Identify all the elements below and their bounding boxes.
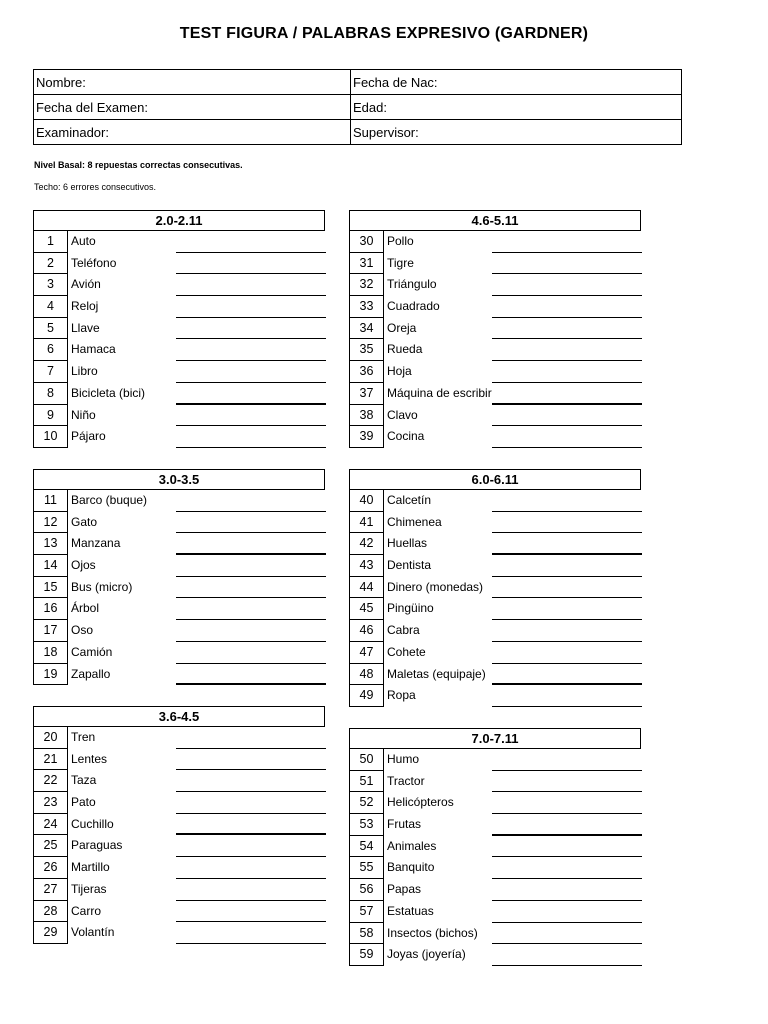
item-number: 20 (33, 727, 68, 749)
item-word: Tractor (387, 773, 425, 788)
item-word: Lentes (71, 751, 108, 766)
item-number: 14 (33, 555, 68, 577)
item-number: 3 (33, 274, 68, 296)
answer-line[interactable] (492, 965, 642, 966)
nombre-field[interactable]: Nombre: (34, 70, 351, 95)
item-word: Pájaro (71, 429, 106, 444)
item-word: Banquito (387, 860, 435, 875)
item-number: 9 (33, 405, 68, 427)
word-item (349, 361, 682, 383)
item-word: Martillo (71, 860, 110, 875)
age-range-header: 2.0-2.11 (33, 210, 325, 231)
item-number: 21 (33, 749, 68, 771)
item-number: 56 (349, 879, 384, 901)
word-item (349, 901, 682, 923)
item-word: Cohete (387, 644, 426, 659)
item-word: Hoja (387, 364, 412, 379)
item-word: Niño (71, 407, 96, 422)
answer-line[interactable] (492, 447, 642, 448)
item-word: Carro (71, 903, 102, 918)
item-number: 15 (33, 577, 68, 599)
answer-line[interactable] (176, 683, 326, 685)
word-item (349, 814, 682, 836)
item-number: 19 (33, 664, 68, 686)
word-item (33, 490, 366, 512)
word-item (349, 490, 682, 512)
item-number: 38 (349, 405, 384, 427)
word-item (33, 296, 366, 318)
item-word: Oreja (387, 320, 417, 335)
item-number: 23 (33, 792, 68, 814)
item-word: Taza (71, 773, 97, 788)
word-item (33, 533, 366, 555)
item-number: 42 (349, 533, 384, 555)
item-number: 34 (349, 318, 384, 340)
item-number: 53 (349, 814, 384, 836)
section-4-6-5-11 (349, 210, 682, 448)
age-range-header: 6.0-6.11 (349, 469, 641, 490)
item-number: 4 (33, 296, 68, 318)
item-number: 12 (33, 512, 68, 534)
word-item (33, 274, 366, 296)
word-item (349, 274, 682, 296)
item-word: Huellas (387, 536, 428, 551)
item-word: Humo (387, 752, 420, 766)
item-word: Manzana (71, 536, 121, 551)
item-word: Reloj (71, 299, 99, 314)
item-number: 45 (349, 598, 384, 620)
word-item (349, 512, 682, 534)
item-word: Máquina de escribir (387, 385, 492, 400)
word-item (349, 944, 682, 966)
word-item (33, 922, 366, 944)
item-number: 10 (33, 426, 68, 448)
word-item (33, 620, 366, 642)
item-word: Insectos (bichos) (387, 925, 478, 940)
section-3-0-3-5 (33, 469, 366, 685)
item-word: Hamaca (71, 342, 116, 357)
item-number: 41 (349, 512, 384, 534)
item-word: Volantín (71, 925, 115, 940)
word-item (349, 792, 682, 814)
item-number: 8 (33, 383, 68, 405)
item-number: 49 (349, 685, 384, 707)
fecha-examen-field[interactable]: Fecha del Examen: (34, 95, 351, 120)
item-word: Ojos (71, 558, 96, 573)
basal-note: Nivel Basal: 8 repuestas correctas consecutivas. (34, 160, 243, 170)
word-item (33, 512, 366, 534)
word-item (349, 383, 682, 405)
word-item (349, 879, 682, 901)
word-item (33, 231, 366, 253)
word-item (349, 749, 682, 771)
item-number: 26 (33, 857, 68, 879)
item-number: 55 (349, 857, 384, 879)
word-item (349, 533, 682, 555)
age-range-header: 4.6-5.11 (349, 210, 641, 231)
word-item (349, 577, 682, 599)
item-number: 30 (349, 231, 384, 253)
item-number: 35 (349, 339, 384, 361)
word-item (33, 339, 366, 361)
item-number: 11 (33, 490, 68, 512)
section-3-6-4-5 (33, 706, 366, 944)
word-item (349, 405, 682, 427)
word-item (349, 555, 682, 577)
word-item (33, 770, 366, 792)
item-word: Oso (71, 623, 94, 638)
answer-line[interactable] (176, 447, 326, 448)
item-number: 59 (349, 944, 384, 966)
item-word: Bus (micro) (71, 579, 133, 594)
section-2-0-2-11 (33, 210, 366, 448)
word-item (33, 664, 366, 686)
word-item (33, 642, 366, 664)
item-number: 52 (349, 792, 384, 814)
word-item (33, 835, 366, 857)
item-number: 36 (349, 361, 384, 383)
word-item (349, 857, 682, 879)
item-word: Teléfono (71, 255, 117, 270)
item-word: Chimenea (387, 514, 442, 529)
item-word: Pato (71, 795, 96, 810)
item-number: 13 (33, 533, 68, 555)
edad-field[interactable]: Edad: (351, 95, 682, 120)
item-word: Helicópteros (387, 795, 454, 810)
item-word: Barco (buque) (71, 493, 148, 507)
item-word: Paraguas (71, 838, 123, 853)
word-item (33, 598, 366, 620)
word-item (349, 664, 682, 686)
word-item (33, 426, 366, 448)
item-word: Bicicleta (bici) (71, 385, 146, 400)
word-item (349, 426, 682, 448)
item-number: 48 (349, 664, 384, 686)
item-word: Cabra (387, 623, 420, 638)
supervisor-field[interactable]: Supervisor: (351, 120, 682, 145)
item-word: Camión (71, 644, 113, 659)
item-number: 27 (33, 879, 68, 901)
item-word: Joyas (joyería) (387, 947, 466, 962)
word-item (349, 620, 682, 642)
word-item (33, 901, 366, 923)
item-number: 25 (33, 835, 68, 857)
item-word: Calcetín (387, 493, 432, 507)
item-number: 16 (33, 598, 68, 620)
word-item (33, 555, 366, 577)
item-number: 46 (349, 620, 384, 642)
item-word: Animales (387, 838, 437, 853)
item-number: 40 (349, 490, 384, 512)
section-6-0-6-11 (349, 469, 682, 707)
item-word: Cocina (387, 429, 425, 444)
item-word: Rueda (387, 342, 423, 357)
item-number: 29 (33, 922, 68, 944)
item-word: Tijeras (71, 881, 107, 896)
item-number: 50 (349, 749, 384, 771)
word-item (349, 253, 682, 275)
item-word: Llave (71, 320, 100, 335)
word-item (33, 361, 366, 383)
examinee-info-table (33, 69, 682, 145)
item-word: Árbol (71, 601, 100, 616)
word-item (349, 836, 682, 858)
item-number: 43 (349, 555, 384, 577)
examinador-field[interactable]: Examinador: (34, 120, 351, 145)
item-number: 24 (33, 814, 68, 836)
item-word: Frutas (387, 817, 422, 832)
item-number: 6 (33, 339, 68, 361)
item-number: 31 (349, 253, 384, 275)
item-word: Auto (71, 234, 96, 248)
item-number: 5 (33, 318, 68, 340)
item-word: Ropa (387, 688, 416, 703)
word-item (349, 685, 682, 707)
section-7-0-7-11 (349, 728, 682, 966)
word-item (33, 792, 366, 814)
item-word: Papas (387, 882, 422, 897)
item-number: 18 (33, 642, 68, 664)
word-item (349, 339, 682, 361)
answer-line[interactable] (176, 943, 326, 944)
item-number: 1 (33, 231, 68, 253)
item-number: 51 (349, 771, 384, 793)
word-item (349, 642, 682, 664)
item-number: 33 (349, 296, 384, 318)
word-item (33, 253, 366, 275)
item-word: Triángulo (387, 277, 437, 292)
item-word: Gato (71, 514, 98, 529)
item-number: 57 (349, 901, 384, 923)
item-number: 22 (33, 770, 68, 792)
item-word: Dinero (monedas) (387, 579, 484, 594)
item-word: Avión (71, 277, 101, 292)
word-item (33, 577, 366, 599)
item-word: Pollo (387, 234, 414, 248)
item-number: 58 (349, 923, 384, 945)
item-number: 17 (33, 620, 68, 642)
word-item (33, 814, 366, 836)
item-word: Libro (71, 364, 98, 379)
item-number: 37 (349, 383, 384, 405)
item-number: 39 (349, 426, 384, 448)
techo-note: Techo: 6 errores consecutivos. (34, 182, 157, 192)
age-range-header: 7.0-7.11 (349, 728, 641, 749)
item-number: 47 (349, 642, 384, 664)
word-item (33, 879, 366, 901)
answer-line[interactable] (492, 706, 642, 707)
age-range-header: 3.6-4.5 (33, 706, 325, 727)
item-word: Cuadrado (387, 299, 440, 314)
word-item (349, 923, 682, 945)
item-word: Pingüino (387, 601, 434, 616)
item-word: Cuchillo (71, 816, 114, 831)
word-item (33, 727, 366, 749)
word-item (349, 318, 682, 340)
item-word: Tren (71, 730, 96, 744)
word-item (33, 318, 366, 340)
item-number: 7 (33, 361, 68, 383)
word-item (33, 405, 366, 427)
item-number: 2 (33, 253, 68, 275)
word-item (33, 857, 366, 879)
item-word: Estatuas (387, 903, 434, 918)
word-item (33, 749, 366, 771)
word-item (349, 771, 682, 793)
item-number: 54 (349, 836, 384, 858)
item-word: Maletas (equipaje) (387, 666, 486, 681)
item-word: Zapallo (71, 666, 111, 681)
word-item (349, 598, 682, 620)
item-word: Tigre (387, 255, 414, 270)
page-title: TEST FIGURA / PALABRAS EXPRESIVO (GARDNER) (179, 25, 589, 42)
item-word: Clavo (387, 407, 418, 422)
word-item (349, 296, 682, 318)
fecha-nac-field[interactable]: Fecha de Nac: (351, 70, 682, 95)
item-word: Dentista (387, 558, 432, 573)
item-number: 28 (33, 901, 68, 923)
item-number: 44 (349, 577, 384, 599)
word-item (33, 383, 366, 405)
item-number: 32 (349, 274, 384, 296)
age-range-header: 3.0-3.5 (33, 469, 325, 490)
word-item (349, 231, 682, 253)
